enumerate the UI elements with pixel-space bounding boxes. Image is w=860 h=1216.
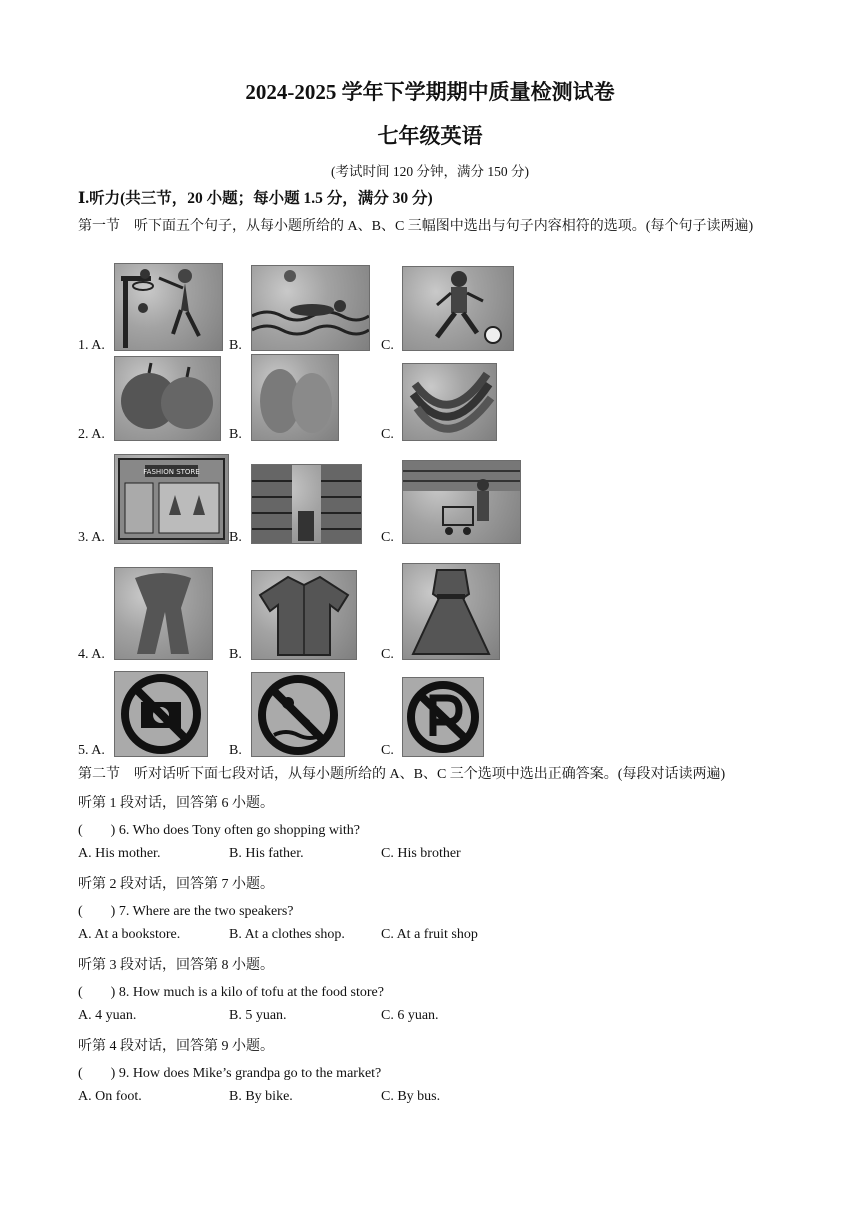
option-label: C. (381, 530, 394, 545)
answer-option-c: C. 6 yuan. (381, 1008, 439, 1023)
option-label: B. (229, 427, 242, 442)
exam-subtitle: 七年级英语 (377, 124, 483, 148)
answer-option-a: A. 4 yuan. (78, 1008, 137, 1023)
question-text: ( ) 9. How does Mike’s grandpa go to the market? (78, 1066, 382, 1081)
dialogue-intro: 听第 1 段对话，回答第 6 小题。 (78, 796, 274, 811)
eggs-image (251, 354, 339, 441)
question-text: ( ) 6. Who does Tony often go shopping with? (78, 823, 360, 838)
dress-image (402, 563, 500, 660)
option-label: C. (381, 743, 394, 758)
dialogue-intro: 听第 4 段对话，回答第 9 小题。 (78, 1039, 274, 1054)
answer-option-c: C. By bus. (381, 1089, 441, 1104)
bananas-image (402, 363, 497, 441)
no-swimming-sign-image (251, 672, 345, 757)
exam-time-info: (考试时间 120 分钟，满分 150 分) (331, 164, 529, 179)
question-text: ( ) 8. How much is a kilo of tofu at the food store? (78, 985, 384, 1000)
answer-option-a: A. On foot. (78, 1089, 142, 1104)
part2-instruction: 第二节 听对话听下面七段对话，从每小题所给的 A、B、C 三个选项中选出正确答案。(每段对话读两遍) (78, 767, 726, 782)
answer-option-b: B. At a clothes shop. (229, 927, 345, 942)
basketball-player-image (114, 263, 223, 351)
answer-option-b: B. 5 yuan. (229, 1008, 287, 1023)
bookshelves-image (251, 464, 362, 544)
answer-option-c: C. At a fruit shop (381, 927, 478, 942)
answer-option-b: B. By bike. (229, 1089, 293, 1104)
dialogue-intro: 听第 2 段对话，回答第 7 小题。 (78, 877, 274, 892)
soccer-player-image (402, 266, 514, 351)
question-label: 2. A. (78, 427, 105, 442)
part1-instruction: 第一节 听下面五个句子，从每小题所给的 A、B、C 三幅图中选出与句子内容相符的选项。(每个句子读两遍) (78, 219, 754, 234)
question-label: 4. A. (78, 647, 105, 662)
option-label: B. (229, 743, 242, 758)
exam-title: 2024-2025 学年下学期期中质量检测试卷 (245, 80, 615, 104)
answer-option-a: A. At a bookstore. (78, 927, 181, 942)
option-label: C. (381, 647, 394, 662)
dialogue-intro: 听第 3 段对话，回答第 8 小题。 (78, 958, 274, 973)
fashion-store-image (114, 454, 229, 544)
option-label: B. (229, 647, 242, 662)
shirt-image (251, 570, 357, 660)
option-label: B. (229, 338, 242, 353)
swimmer-image (251, 265, 370, 351)
question-label: 5. A. (78, 743, 105, 758)
section-heading: Ⅰ.听力(共三节，20 小题；每小题 1.5 分，满分 30 分) (78, 190, 433, 207)
store-sign-text: FASHION STORE (143, 468, 200, 476)
supermarket-image (402, 460, 521, 544)
apples-image (114, 356, 221, 441)
answer-option-b: B. His father. (229, 846, 304, 861)
option-label: C. (381, 338, 394, 353)
answer-option-a: A. His mother. (78, 846, 161, 861)
no-photos-sign-image (114, 671, 208, 757)
option-label: C. (381, 427, 394, 442)
question-text: ( ) 7. Where are the two speakers? (78, 904, 294, 919)
no-parking-sign-image (402, 677, 484, 757)
scarf-image (114, 567, 213, 660)
option-label: B. (229, 530, 242, 545)
question-label: 3. A. (78, 530, 105, 545)
answer-option-c: C. His brother (381, 846, 461, 861)
question-label: 1. A. (78, 338, 105, 353)
